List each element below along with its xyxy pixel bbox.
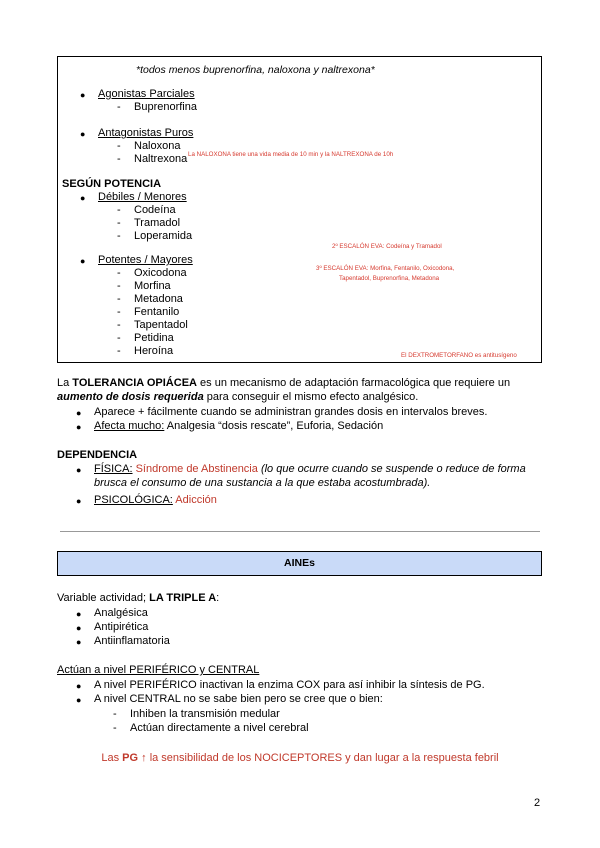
drug-item: Oxicodona bbox=[134, 267, 187, 279]
step3-note-line2: Tapentadol, Buprenorfina, Metadona bbox=[339, 275, 440, 282]
bullet-icon: ● bbox=[80, 193, 86, 203]
bullet-icon: ● bbox=[76, 623, 82, 633]
section-divider bbox=[60, 531, 540, 532]
page-number: 2 bbox=[534, 797, 541, 809]
aines-effect-item: Analgésica bbox=[94, 607, 148, 619]
bullet-icon: ● bbox=[80, 256, 86, 266]
central-mechanism-item: Actúan directamente a nivel cerebral bbox=[130, 722, 309, 734]
bullet-icon: ● bbox=[76, 695, 82, 705]
triple-a-line: Variable actividad; LA TRIPLE A: bbox=[57, 592, 220, 604]
physical-dependence-line2: brusca el consumo de una sustancia a la que estaba acostumbrada). bbox=[94, 477, 431, 489]
action-level-title: Actúan a nivel PERIFÉRICO y CENTRAL bbox=[57, 664, 260, 676]
drug-item: Petidina bbox=[134, 332, 174, 344]
bullet-icon: ● bbox=[80, 129, 86, 139]
bullet-icon: ● bbox=[76, 637, 82, 647]
bullet-icon: ● bbox=[76, 408, 82, 418]
tolerance-term: TOLERANCIA OPIÁCEA bbox=[72, 377, 197, 389]
aines-header: AINEs bbox=[57, 551, 542, 576]
strong-opioids-heading: Potentes / Mayores bbox=[98, 254, 193, 266]
dose-increase-term: aumento de dosis requerida bbox=[57, 391, 204, 403]
bullet-icon: ● bbox=[80, 90, 86, 100]
drug-item: Buprenorfina bbox=[134, 101, 197, 113]
tolerance-bullet-2: Afecta mucho: Analgesia “dosis rescate”, Euforia, Sedación bbox=[94, 420, 384, 432]
bullet-icon: ● bbox=[76, 422, 82, 432]
dash-icon: - bbox=[117, 217, 121, 229]
opioid-classification-box bbox=[57, 56, 542, 363]
bullet-icon: ● bbox=[76, 681, 82, 691]
dependence-title: DEPENDENCIA bbox=[57, 449, 138, 461]
drug-item: Metadona bbox=[134, 293, 183, 305]
dash-icon: - bbox=[117, 280, 121, 292]
step3-note-line1: 3º ESCALÓN EVA: Morfina, Fentanilo, Oxicodona, bbox=[316, 265, 455, 272]
opioid-note: *todos menos buprenorfina, naloxona y naltrexona* bbox=[136, 64, 375, 76]
dash-icon: - bbox=[117, 345, 121, 357]
antagonists-heading: Antagonistas Puros bbox=[98, 127, 194, 139]
dextromethorphan-note: El DEXTROMETORFANO es antitusígeno bbox=[401, 352, 517, 359]
drug-item: Morfina bbox=[134, 280, 171, 292]
tolerance-bullet-1: Aparece + fácilmente cuando se administran grandes dosis en intervalos breves. bbox=[94, 406, 488, 418]
physical-dependence-line1: FÍSICA: Síndrome de Abstinencia (lo que ocurre cuando se suspende o reduce de forma bbox=[94, 463, 526, 475]
tolerance-paragraph-line1: La TOLERANCIA OPIÁCEA es un mecanismo de adaptación farmacológica que requiere un bbox=[57, 377, 511, 389]
naloxone-note: La NALOXONA tiene una vida media de 10 min y la NALTREXONA de 10h bbox=[188, 151, 394, 158]
drug-item: Tramadol bbox=[134, 217, 181, 229]
dash-icon: - bbox=[117, 204, 121, 216]
central-action: A nivel CENTRAL no se sabe bien pero se cree que o bien: bbox=[94, 693, 383, 705]
dash-icon: - bbox=[113, 722, 117, 734]
aines-effect-item: Antipirética bbox=[94, 621, 149, 633]
bullet-icon: ● bbox=[76, 465, 82, 475]
dash-icon: - bbox=[117, 140, 121, 152]
drug-item: Tapentadol bbox=[134, 319, 188, 331]
pg-sensitivity-note: Las PG ↑ la sensibilidad de los NOCICEPTORES y dan lugar a la respuesta febril bbox=[101, 752, 499, 764]
drug-item: Fentanilo bbox=[134, 306, 180, 318]
potency-title: SEGÚN POTENCIA bbox=[62, 178, 162, 190]
dash-icon: - bbox=[117, 319, 121, 331]
dash-icon: - bbox=[117, 332, 121, 344]
drug-item: Naloxona bbox=[134, 140, 181, 152]
step2-note: 2º ESCALÓN EVA: Codeína y Tramadol bbox=[332, 243, 442, 250]
bullet-icon: ● bbox=[76, 496, 82, 506]
bullet-icon: ● bbox=[76, 609, 82, 619]
dash-icon: - bbox=[117, 267, 121, 279]
partial-agonists-heading: Agonistas Parciales bbox=[98, 88, 195, 100]
drug-item: Heroína bbox=[134, 345, 174, 357]
peripheral-action: A nivel PERIFÉRICO inactivan la enzima COX para así inhibir la síntesis de PG. bbox=[94, 679, 485, 691]
aines-effect-item: Antiinflamatoria bbox=[94, 635, 170, 647]
dash-icon: - bbox=[113, 708, 117, 720]
weak-opioids-heading: Débiles / Menores bbox=[98, 191, 187, 203]
central-mechanism-item: Inhiben la transmisión medular bbox=[130, 708, 280, 720]
dash-icon: - bbox=[117, 293, 121, 305]
drug-item: Loperamida bbox=[134, 230, 193, 242]
dash-icon: - bbox=[117, 153, 121, 165]
dash-icon: - bbox=[117, 230, 121, 242]
tolerance-paragraph-line2: aumento de dosis requerida para conseguir el mismo efecto analgésico. bbox=[57, 391, 419, 403]
drug-item: Naltrexona bbox=[134, 153, 188, 165]
psychological-dependence: PSICOLÓGICA: Adicción bbox=[94, 494, 217, 506]
drug-item: Codeína bbox=[134, 204, 176, 216]
dash-icon: - bbox=[117, 101, 121, 113]
dash-icon: - bbox=[117, 306, 121, 318]
